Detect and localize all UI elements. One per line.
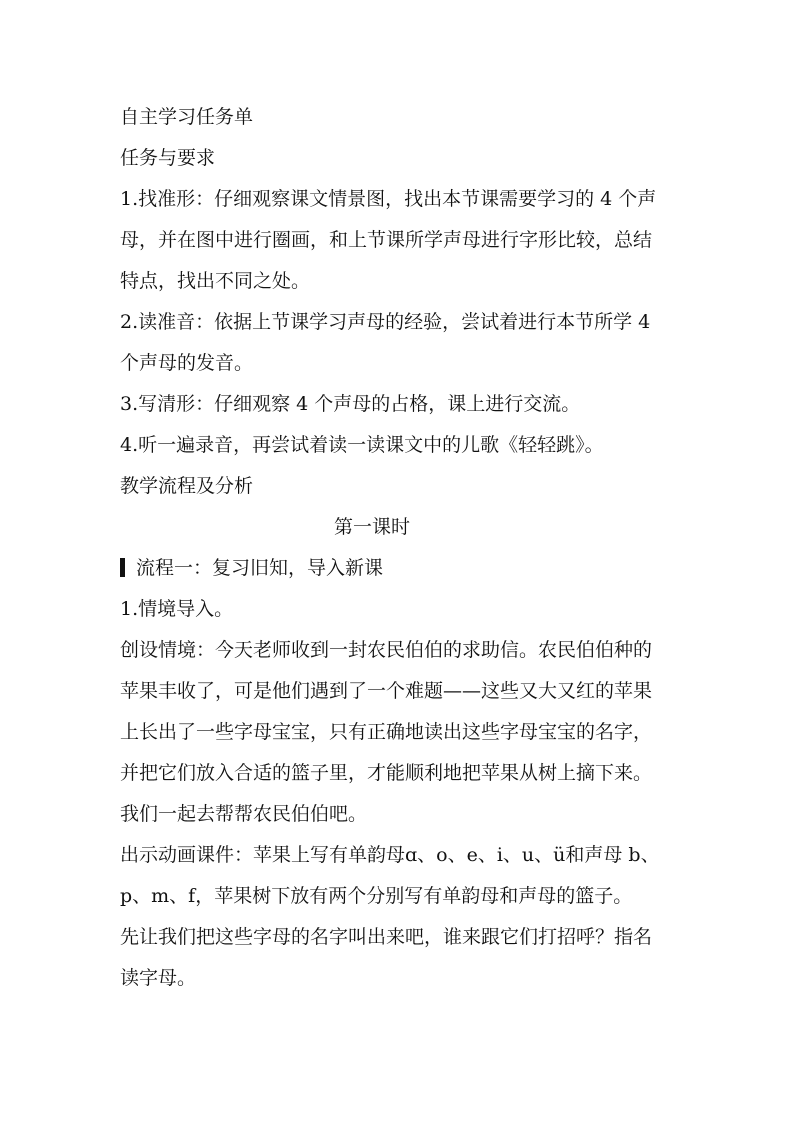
- paragraph-2-line-2: p、m、f，苹果树下放有两个分别写有单韵母和声母的篮子。: [120, 885, 633, 907]
- task-3-line-1: 3.写清形：仔细观察 4 个声母的占格，课上进行交流。: [120, 393, 581, 415]
- paragraph-1-line-4: 并把它们放入合适的篮子里，才能顺利地把苹果从树上摘下来。: [120, 762, 653, 784]
- paragraph-1-line-1: 创设情境：今天老师收到一封农民伯伯的求助信。农民伯伯种的: [120, 639, 653, 661]
- paragraph-2-line-1: 出示动画课件：苹果上写有单韵母ɑ、o、e、i、u、ü和声母 b、: [120, 844, 660, 866]
- heading-self-study: 自主学习任务单: [120, 106, 254, 128]
- step-1-title: 流程一：复习旧知，导入新课: [136, 557, 384, 579]
- step-1-subheading: 1.情境导入。: [120, 598, 234, 620]
- document-body: [120, 97, 680, 999]
- paragraph-3-line-2: 读字母。: [120, 967, 197, 989]
- heading-tasks: 任务与要求: [120, 147, 216, 169]
- paragraph-1-line-5: 我们一起去帮帮农民伯伯吧。: [120, 803, 368, 825]
- task-2-line-2: 个声母的发音。: [120, 352, 254, 374]
- task-4-line-1: 4.听一遍录音，再尝试着读一读课文中的儿歌《轻轻跳》。: [120, 434, 604, 456]
- section-marker-bar: [120, 558, 125, 577]
- task-1-line-2: 母，并在图中进行圈画，和上节课所学声母进行字形比较，总结: [120, 229, 653, 251]
- task-1-line-1: 1.找准形：仔细观察课文情景图，找出本节课需要学习的 4 个声: [120, 188, 657, 210]
- step-1-heading: [120, 548, 680, 589]
- task-1-line-3: 特点，找出不同之处。: [120, 270, 311, 292]
- paragraph-3-line-1: 先让我们把这些字母的名字叫出来吧，谁来跟它们打招呼？指名: [120, 926, 653, 948]
- task-2-line-1: 2.读准音：依据上节课学习声母的经验，尝试着进行本节所学 4: [120, 311, 651, 333]
- paragraph-1-line-3: 上长出了一些字母宝宝，只有正确地读出这些字母宝宝的名字，: [120, 721, 653, 743]
- lesson-title: 第一课时: [333, 516, 410, 538]
- paragraph-1-line-2: 苹果丰收了，可是他们遇到了一个难题——这些又大又红的苹果: [120, 680, 653, 702]
- heading-flow: 教学流程及分析: [120, 475, 254, 497]
